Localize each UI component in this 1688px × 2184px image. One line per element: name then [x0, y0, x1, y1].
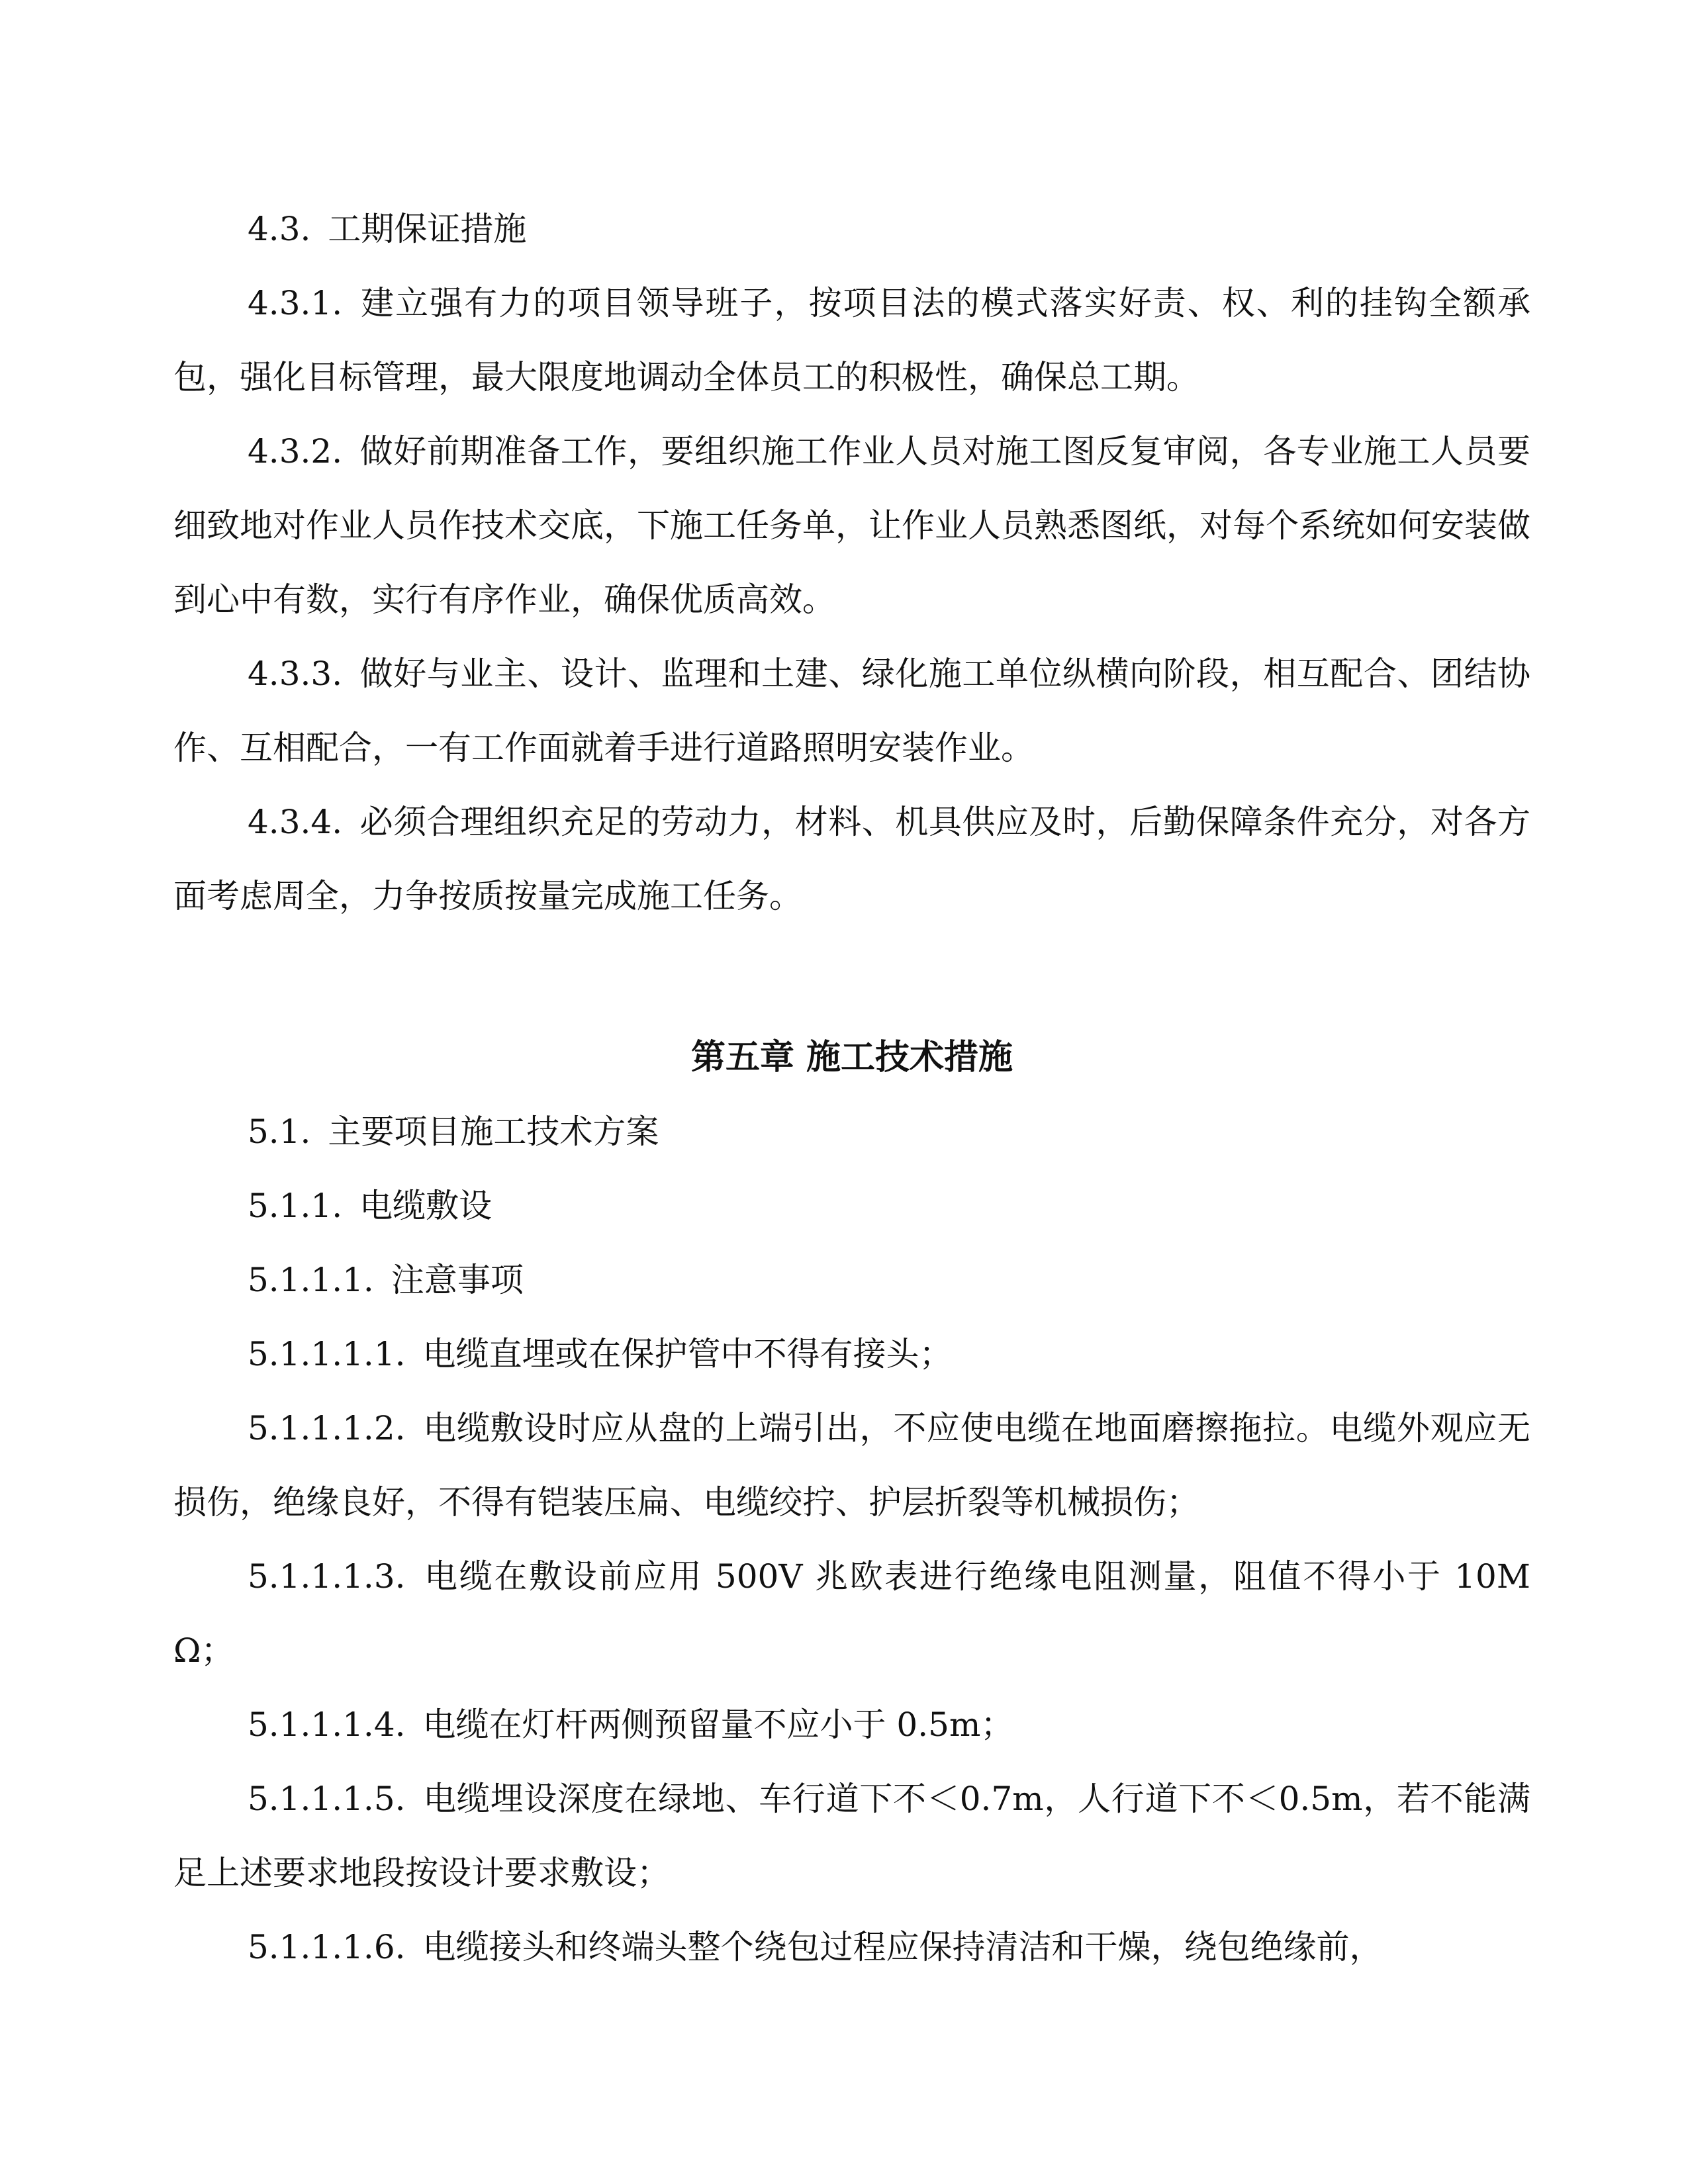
paragraph-4-3-4 [173, 785, 1530, 933]
section-number: 5.1.1. [248, 1187, 343, 1225]
section-number: 5.1.1.1.5. [248, 1780, 406, 1818]
section-number: 4.3.2. [248, 432, 343, 471]
paragraph-text: 必须合理组织充足的劳动力，材料、机具供应及时，后勤保障条件充分，对各方面考虑周全，力争按质按量完成施工任务。 [173, 803, 1530, 915]
paragraph-5-1-1-1-6 [173, 1910, 1530, 1984]
section-number: 5.1.1.1.6. [248, 1928, 406, 1966]
section-number: 4.3. [248, 210, 311, 248]
section-heading-5-1 [173, 1095, 1530, 1169]
section-number: 4.3.4. [248, 803, 343, 841]
paragraph-5-1-1-1-4 [173, 1688, 1530, 1762]
section-number: 4.3.1. [248, 284, 343, 322]
paragraph-text: 建立强有力的项目领导班子，按项目法的模式落实好责、权、利的挂钩全额承包，强化目标管理，最大限度地调动全体员工的积极性，确保总工期。 [173, 284, 1530, 396]
section-number: 5.1.1.1.1. [248, 1335, 406, 1373]
paragraph-4-3-3 [173, 637, 1530, 785]
paragraph-5-1-1-1-3 [173, 1539, 1530, 1688]
section-number: 5.1.1.1.3. [248, 1557, 406, 1596]
paragraph-text: 电缆直埋或在保护管中不得有接头； [422, 1335, 953, 1373]
section-title: 主要项目施工技术方案 [328, 1113, 659, 1151]
paragraph-4-3-2 [173, 414, 1530, 637]
section-heading-5-1-1-1 [173, 1243, 1530, 1317]
paragraph-5-1-1-1-2 [173, 1391, 1530, 1539]
paragraph-5-1-1-1-1 [173, 1317, 1530, 1391]
paragraph-4-3-1 [173, 266, 1530, 414]
paragraph-text: 电缆在灯杆两侧预留量不应小于 0.5m； [422, 1706, 1014, 1744]
section-title: 工期保证措施 [328, 210, 527, 248]
paragraph-text: 做好与业主、设计、监理和土建、绿化施工单位纵横向阶段，相互配合、团结协作、互相配合，一有工作面就着手进行道路照明安装作业。 [173, 655, 1530, 767]
section-title: 电缆敷设 [359, 1187, 492, 1225]
document-body [173, 192, 1530, 1984]
section-number: 5.1. [248, 1113, 311, 1151]
section-number: 5.1.1.1.2. [248, 1409, 406, 1447]
paragraph-text: 做好前期准备工作，要组织施工作业人员对施工图反复审阅，各专业施工人员要细致地对作业人员作技术交底，下施工任务单，让作业人员熟悉图纸，对每个系统如何安装做到心中有数，实行有序作业，确保优质高效。 [173, 432, 1530, 619]
paragraph-5-1-1-1-5 [173, 1762, 1530, 1910]
section-title: 注意事项 [391, 1261, 524, 1299]
paragraph-text: 电缆接头和终端头整个绕包过程应保持清洁和干燥，绕包绝缘前， [422, 1928, 1383, 1966]
section-number: 5.1.1.1. [248, 1261, 374, 1299]
section-heading-5-1-1 [173, 1169, 1530, 1243]
section-heading-4-3 [173, 192, 1530, 266]
section-number: 5.1.1.1.4. [248, 1706, 406, 1744]
chapter-title: 第五章 施工技术措施 [690, 1037, 1013, 1077]
paragraph-text: 电缆敷设时应从盘的上端引出，不应使电缆在地面磨擦拖拉。电缆外观应无损伤，绝缘良好，不得有铠装压扁、电缆绞拧、护层折裂等机械损伤； [173, 1409, 1530, 1522]
section-number: 4.3.3. [248, 655, 343, 693]
paragraph-text: 电缆在敷设前应用 500V 兆欧表进行绝缘电阻测量，阻值不得小于 10MΩ； [173, 1557, 1530, 1670]
paragraph-text: 电缆埋设深度在绿地、车行道下不＜0.7m，人行道下不＜0.5m，若不能满足上述要求地段按设计要求敷设； [173, 1780, 1530, 1892]
